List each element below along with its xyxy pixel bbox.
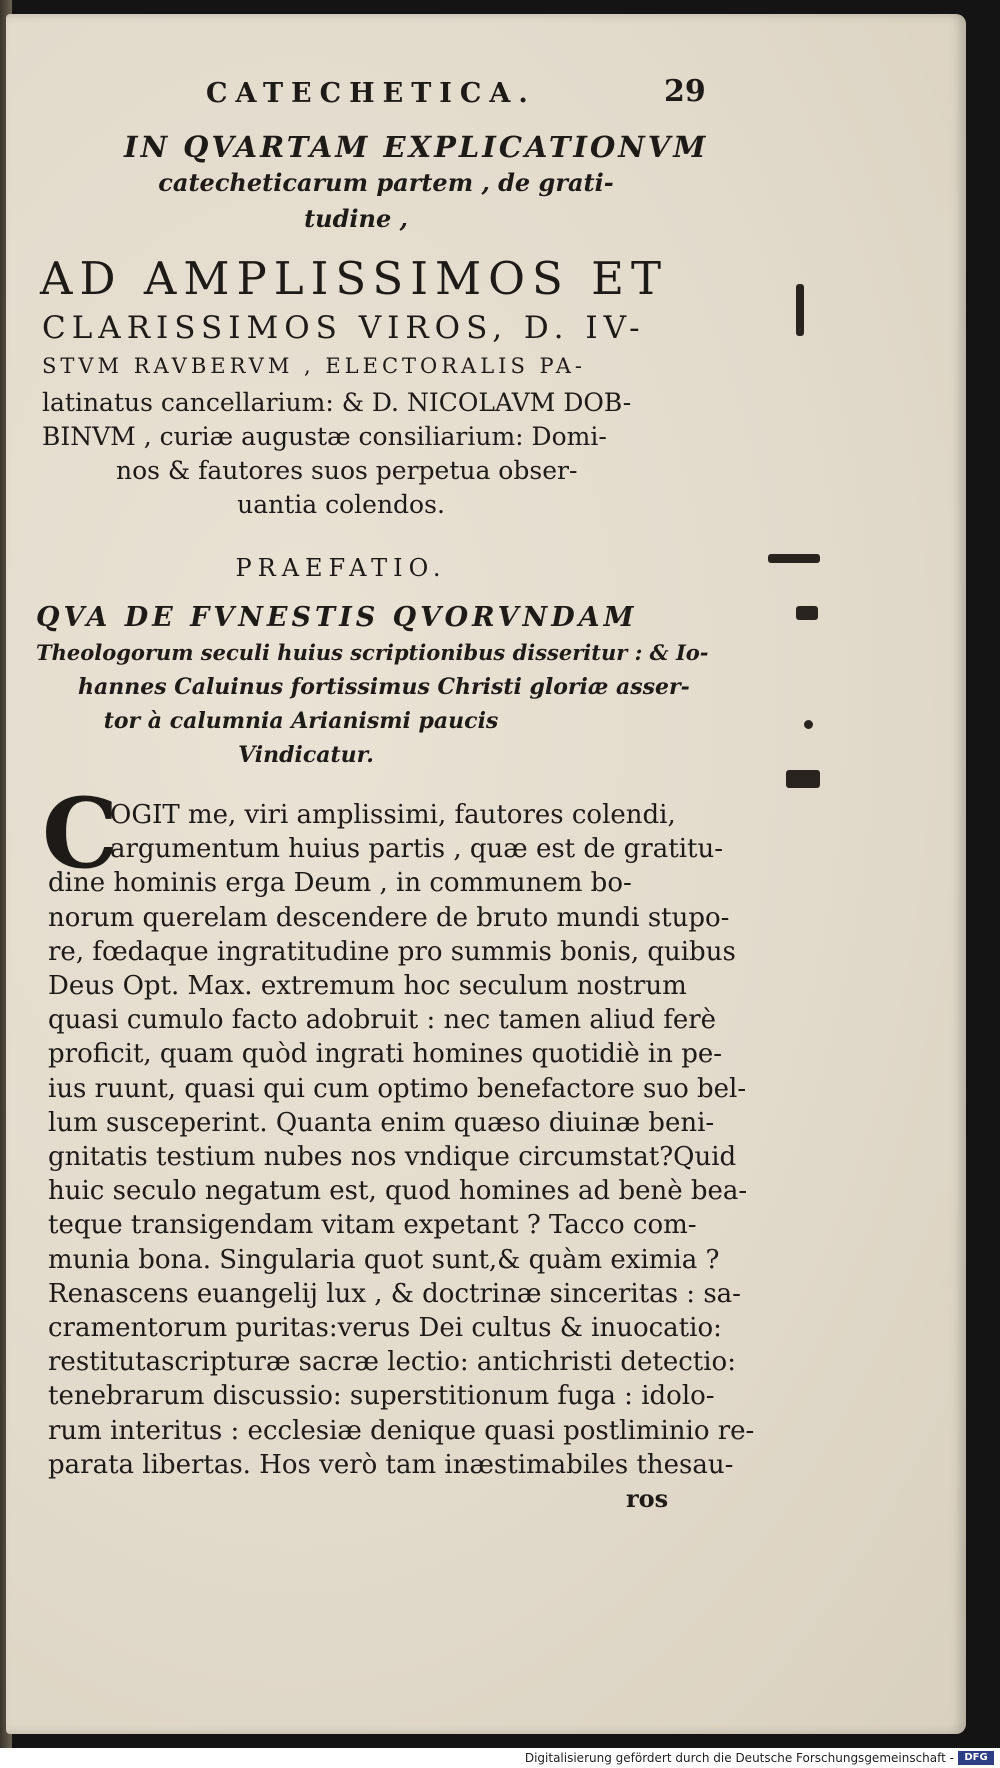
body-line: Renascens euangelij lux , & doctrinæ sinceritas : sa- [48, 1278, 741, 1309]
dedication-line-1: AD AMPLISSIMOS ET [40, 252, 668, 305]
heading-line-2: catecheticarum partem , de grati- [158, 168, 614, 197]
drop-cap: C [42, 777, 119, 890]
praefatio-line-1: QVA DE FVNESTIS QVORVNDAM [36, 602, 638, 633]
body-line: tenebrarum discussio: superstitionum fuga : idolo- [48, 1381, 715, 1412]
body-line: gnitatis testium nubes nos vndique circumstat?Quid [48, 1142, 737, 1172]
margin-mark [804, 720, 813, 729]
body-line: parata libertas. Hos verò tam inæstimabiles thesau- [48, 1449, 734, 1480]
body-line: cramentorum puritas:verus Dei cultus & inuocatio: [48, 1313, 722, 1343]
margin-mark [786, 770, 820, 788]
book-page [6, 14, 966, 1734]
dedication-line-7: uantia colendos. [237, 490, 445, 519]
dedication-line-5: BINVM , curiæ augustæ consiliarium: Domi- [42, 422, 607, 451]
praefatio-title: PRAEFATIO. [235, 554, 447, 582]
body-line: lum susceperint. Quanta enim quæso diuinæ beni- [48, 1107, 715, 1138]
margin-mark [768, 554, 820, 563]
body-line: norum querelam descendere de bruto mundi stupo- [48, 902, 730, 933]
dedication-line-2: CLARISSIMOS VIROS, D. IV- [42, 310, 646, 346]
dedication-line-4: latinatus cancellarium: & D. NICOLAVM DOB- [42, 388, 632, 417]
running-title: CATECHETICA. [206, 78, 536, 109]
praefatio-line-2: Theologorum seculi huius scriptionibus disseritur : & Io- [36, 640, 709, 665]
footer-credit: Digitalisierung gefördert durch die Deutsche Forschungsgemeinschaft - [524, 1751, 954, 1765]
heading-line-1: IN QVARTAM EXPLICATIONVM [124, 130, 709, 164]
body-line: quasi cumulo facto adobruit : nec tamen aliud ferè [48, 1005, 717, 1036]
body-line: proficit, quam quòd ingrati homines quotidiè in pe- [48, 1039, 723, 1070]
margin-mark [796, 606, 818, 620]
body-line: dine hominis erga Deum , in communem bo- [48, 868, 632, 899]
body-line: ius ruunt, quasi qui cum optimo benefactore suo bel- [48, 1073, 747, 1104]
heading-line-3: tudine , [304, 204, 408, 233]
body-line: OGIT me, viri amplissimi, fautores colendi, [110, 800, 676, 830]
body-line: Deus Opt. Max. extremum hoc seculum nostrum [48, 971, 687, 1001]
body-line: munia bona. Singularia quot sunt,& quàm eximia ? [48, 1244, 720, 1275]
body-line: argumentum huius partis , quæ est de gratitu- [110, 834, 723, 865]
praefatio-line-4: tor à calumnia Arianismi paucis [103, 708, 499, 734]
page-number: 29 [664, 74, 706, 109]
dfg-logo: DFG [958, 1751, 994, 1765]
body-line: restitutascripturæ sacræ lectio: antichristi detectio: [48, 1347, 736, 1378]
body-line: re, fœdaque ingratitudine pro summis bonis, quibus [48, 936, 736, 967]
body-line: teque transigendam vitam expetant ? Tacco com- [48, 1210, 697, 1241]
praefatio-line-3: hannes Caluinus fortissimus Christi gloriæ asser- [78, 674, 690, 700]
margin-mark [796, 284, 804, 336]
body-line: huic seculo negatum est, quod homines ad benè bea- [48, 1176, 748, 1207]
dedication-line-6: nos & fautores suos perpetua obser- [116, 456, 578, 485]
catchword: ros [626, 1484, 669, 1513]
body-line: rum interitus : ecclesiæ denique quasi postliminio re- [48, 1415, 755, 1446]
praefatio-line-5: Vindicatur. [238, 742, 374, 768]
dedication-line-3: STVM RAVBERVM , ELECTORALIS PA- [42, 354, 586, 378]
